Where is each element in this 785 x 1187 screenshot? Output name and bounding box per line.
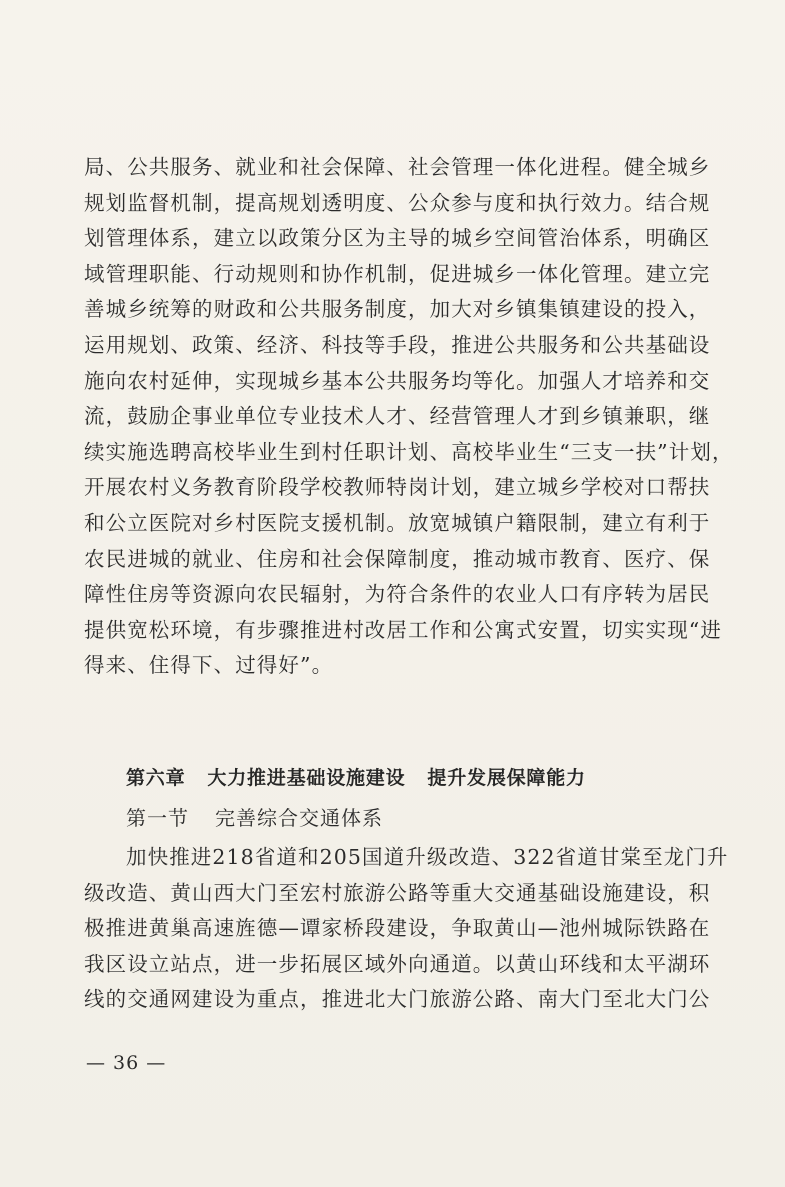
text-line: 得来、住得下、过得好”。 [84,653,334,678]
text-line: 局、公共服务、就业和社会保障、社会管理一体化进程。健全城乡 [84,155,711,179]
chapter-heading [126,760,586,796]
text-line: 我区设立站点，进一步拓展区域外向通道。以黄山环线和太平湖环 [84,951,711,976]
section-number: 第一节 [126,806,189,830]
text-line: 极推进黄巢高速旌德—谭家桥段建设，争取黄山—池州城际铁路在 [84,916,711,941]
paragraph-1 [84,150,734,684]
chapter-title-part1: 大力推进基础设施建设 [207,767,406,789]
section-title: 完善综合交通体系 [215,806,383,830]
page-number: — 36 — [86,1052,167,1074]
text-line: 规划监督机制，提高规划透明度、公众参与度和执行效力。结合规 [84,190,711,215]
chapter-title-part2: 提升发展保障能力 [427,767,586,789]
section-heading [126,800,383,836]
text-line: 划管理体系，建立以政策分区为主导的城乡空间管治体系，明确区 [84,226,711,251]
text-line: 级改造、黄山西大门至宏村旅游公路等重大交通基础设施建设，积 [84,880,711,905]
paragraph-2 [84,840,729,1018]
text-line: 域管理职能、行动规则和协作机制，促进城乡一体化管理。建立完 [84,261,711,286]
text-line: 线的交通网建设为重点，推进北大门旅游公路、南大门至北大门公 [84,987,711,1012]
text-line: 施向农村延伸，实现城乡基本公共服务均等化。加强人才培养和交 [84,368,711,393]
text-line: 开展农村义务教育阶段学校教师特岗计划，建立城乡学校对口帮扶 [84,475,711,500]
text-line: 续实施选聘高校毕业生到村任职计划、高校毕业生“三支一扶”计划， [84,439,734,464]
text-line: 提供宽松环境，有步骤推进村改居工作和公寓式安置，切实实现“进 [84,617,722,642]
text-line: 农民进城的就业、住房和社会保障制度，推动城市教育、医疗、保 [84,546,711,571]
text-line: 障性住房等资源向农民辐射，为符合条件的农业人口有序转为居民 [84,582,711,607]
text-line: 善城乡统筹的财政和公共服务制度，加大对乡镇集镇建设的投入， [84,297,711,322]
text-line: 和公立医院对乡村医院支援机制。放宽城镇户籍限制，建立有利于 [84,510,711,535]
chapter-number: 第六章 [126,767,186,789]
text-line: 流，鼓励企事业单位专业技术人才、经营管理人才到乡镇兼职，继 [84,404,711,429]
text-line: 运用规划、政策、经济、科技等手段，推进公共服务和公共基础设 [84,332,711,357]
text-line: 加快推进218省道和205国道升级改造、322省道甘棠至龙门升 [126,845,729,869]
